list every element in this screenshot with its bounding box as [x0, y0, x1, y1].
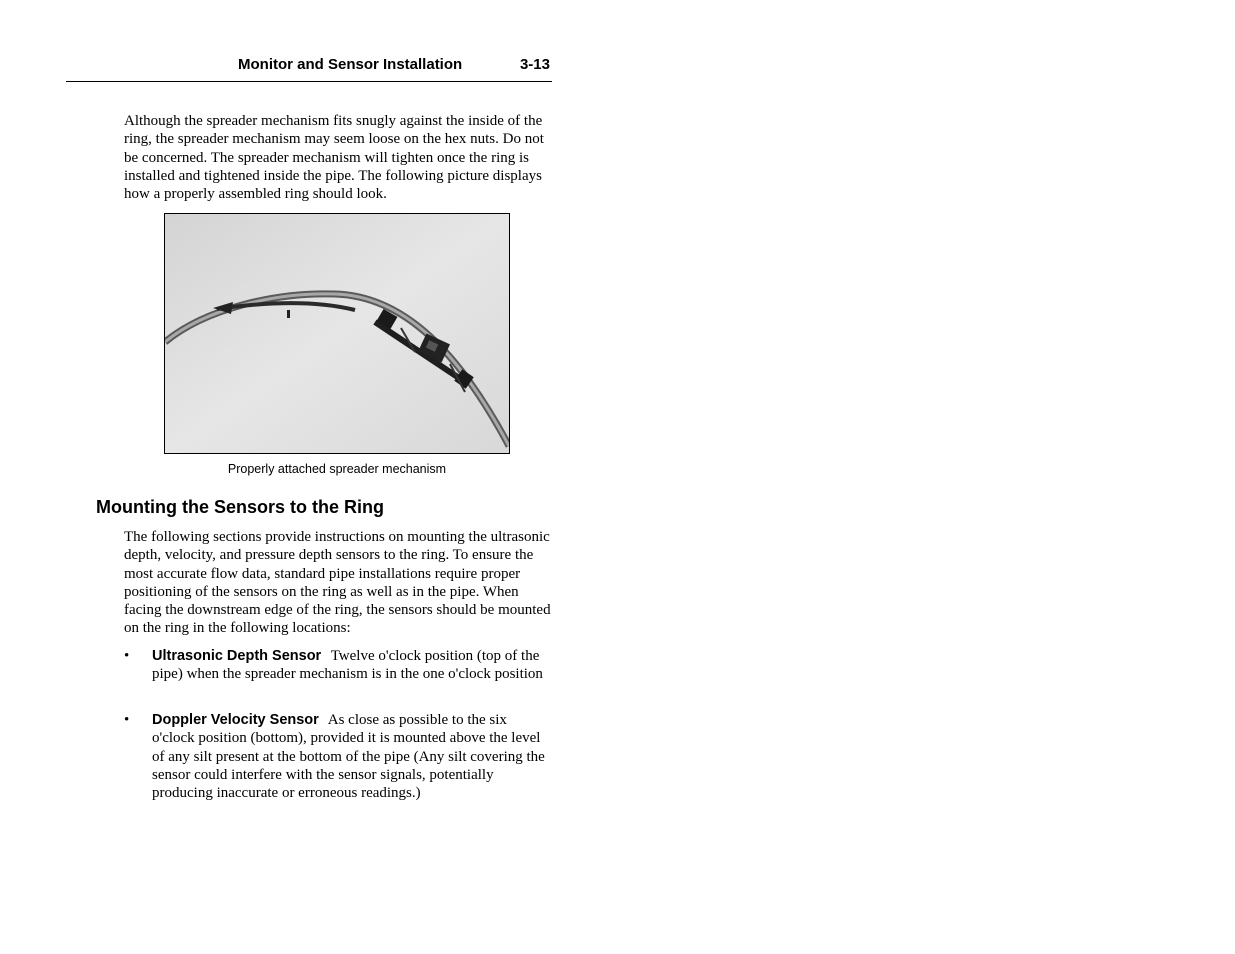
bullet-description: Twelve o'clock position (top of the pipe) when the spreader mechanism is in the one o'clock position	[152, 648, 543, 683]
header-page-number: 3-13	[519, 56, 550, 73]
page-header	[66, 55, 552, 82]
bullet-text	[152, 711, 552, 802]
spreader-mechanism-photo	[164, 213, 510, 454]
bullet-term: Doppler Velocity Sensor	[152, 712, 319, 728]
bullet-description: As close as possible to the six o'clock position (bottom), provided it is mounted above the level of any silt present at the bottom of the pipe (Any silt covering the sensor could interfere with the sensor signals, potentially producing inaccurate or erroneous readings.)	[152, 712, 545, 802]
section-heading: Mounting the Sensors to the Ring	[96, 497, 384, 517]
bullet-dot: •	[124, 648, 130, 664]
section-paragraph: The following sections provide instructions on mounting the ultrasonic depth, velocity, and pressure depth sensors to the ring. To ensure the most accurate flow data, standard pipe installations require proper positioning of the sensors on the ring as well as in the pipe. When facing the downstream edge of the ring, the sensors should be mounted on the ring in the following locations:	[124, 529, 551, 637]
ring-photo-illustration	[165, 214, 509, 453]
header-section-title: Monitor and Sensor Installation	[238, 56, 463, 73]
photo-caption: Properly attached spreader mechanism	[227, 462, 447, 476]
bullet-dot: •	[124, 712, 130, 728]
bullet-text	[152, 647, 552, 684]
bullet-term: Ultrasonic Depth Sensor	[152, 648, 322, 664]
intro-paragraph: Although the spreader mechanism fits snugly against the inside of the ring, the spreader mechanism may seem loose on the hex nuts. Do not be concerned. The spreader mechanism will tighten once the ring is installed and tightened inside the pipe. The following picture displays how a properly assembled ring should look.	[124, 113, 544, 203]
